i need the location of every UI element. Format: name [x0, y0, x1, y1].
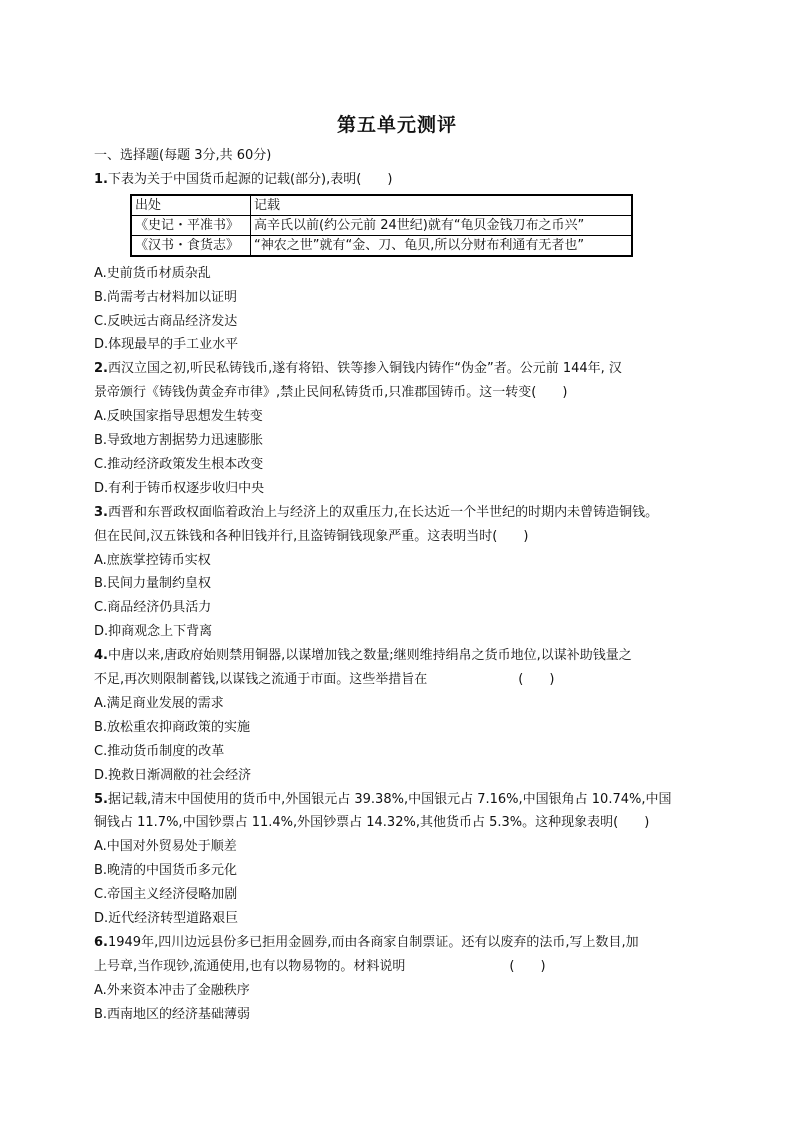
question-number: 4.: [94, 648, 108, 663]
table-cell-source: 出处: [131, 195, 251, 216]
question-6-option-B: B.西南地区的经济基础薄弱: [94, 1007, 251, 1022]
section-heading: 一、选择题(每题 3分,共 60分): [94, 148, 272, 163]
question-6-stem: [94, 959, 546, 975]
question-5-option-D: D.近代经济转型道路艰巨: [94, 911, 239, 926]
question-6-option-A: A.外来资本冲击了金融秩序: [94, 983, 250, 998]
table-cell-source: 《史记・平准书》: [131, 216, 251, 236]
question-number: 1.: [94, 172, 108, 187]
question-5-option-A: A.中国对外贸易处于顺差: [94, 839, 237, 854]
question-text: 下表为关于中国货币起源的记载(部分),表明( ): [107, 172, 393, 187]
question-4-option-C: C.推动货币制度的改革: [94, 744, 225, 759]
question-1-option-B: B.尚需考古材料加以证明: [94, 290, 238, 305]
question-4-option-B: B.放松重农抑商政策的实施: [94, 720, 251, 735]
question-3-stem: [94, 529, 528, 545]
table-cell-record: “神农之世”就有“金、刀、龟贝,所以分财布利通有无者也”: [251, 236, 633, 257]
question-text: 铜钱占 11.7%,中国钞票占 11.4%,外国钞票占 14.32%,其他货币占 5.3%。这种现象表明( ): [94, 815, 650, 830]
question-text: 上号章,当作现钞,流通使用,也有以物易物的。材料说明 ( ): [94, 959, 546, 974]
question-text: 但在民间,汉五铢钱和各种旧钱并行,且盗铸铜钱现象严重。这表明当时( ): [94, 529, 529, 544]
table-row: [131, 216, 632, 236]
question-text: 景帝颁行《铸钱伪黄金弃市律》,禁止民间私铸货币,只准郡国铸币。这一转变( ): [94, 385, 568, 400]
source-table: [130, 194, 633, 257]
question-3-option-C: C.商品经济仍具活力: [94, 600, 212, 615]
table-cell-record: 高辛氏以前(约公元前 24世纪)就有“龟贝金钱刀布之币兴”: [251, 216, 633, 236]
question-1-option-A: A.史前货币材质杂乱: [94, 266, 211, 281]
question-text: 1949年,四川边远县份多已拒用金圆券,而由各商家自制票证。还有以废弃的法币,写上数目,加: [107, 935, 639, 950]
question-4-option-D: D.挽救日渐凋敝的社会经济: [94, 768, 252, 783]
question-5-stem: [94, 792, 671, 808]
question-text: 中唐以来,唐政府始则禁用铜器,以谋增加钱之数量;继则维持绢帛之货币地位,以谋补助钱量之: [107, 648, 632, 663]
table-header-row: [131, 195, 632, 216]
question-3-stem: [94, 505, 658, 521]
question-6-stem: [94, 935, 639, 951]
question-number: 2.: [94, 361, 108, 376]
question-2-stem: [94, 385, 567, 401]
question-text: 据记载,清末中国使用的货币中,外国银元占 39.38%,中国银元占 7.16%,中国银角占 10.74%,中国: [107, 792, 672, 807]
question-4-stem: [94, 672, 554, 688]
question-number: 6.: [94, 935, 108, 950]
question-text: 不足,再次则限制蓄钱,以谋钱之流通于市面。这些举措旨在 ( ): [94, 672, 555, 687]
page-title: 第五单元测评: [336, 114, 457, 136]
question-1-option-D: D.体现最早的手工业水平: [94, 337, 239, 352]
question-2-option-C: C.推动经济政策发生根本改变: [94, 457, 264, 472]
table-cell-record: 记载: [251, 195, 633, 216]
question-4-option-A: A.满足商业发展的需求: [94, 696, 224, 711]
question-2-option-B: B.导致地方割据势力迅速膨胀: [94, 433, 264, 448]
question-text: 西晋和东晋政权面临着政治上与经济上的双重压力,在长达近一个半世纪的时期内未曾铸造铜钱。: [107, 505, 659, 520]
question-1-option-C: C.反映远古商品经济发达: [94, 314, 238, 329]
question-5-option-C: C.帝国主义经济侵略加剧: [94, 887, 238, 902]
question-3-option-A: A.庶族掌控铸币实权: [94, 553, 211, 568]
table-row: [131, 236, 632, 257]
question-1-stem: [94, 172, 392, 188]
question-2-option-D: D.有利于铸币权逐步收归中央: [94, 481, 265, 496]
question-3-option-B: B.民间力量制约皇权: [94, 576, 212, 591]
question-number: 5.: [94, 792, 108, 807]
question-3-option-D: D.抑商观念上下背离: [94, 624, 213, 639]
question-2-stem: [94, 361, 622, 377]
question-number: 3.: [94, 505, 108, 520]
question-4-stem: [94, 648, 632, 664]
question-5-stem: [94, 815, 649, 831]
question-text: 西汉立国之初,听民私铸钱币,遂有将铅、铁等掺入铜钱内铸作“伪金”者。公元前 144年, 汉: [107, 361, 622, 376]
table-cell-source: 《汉书・食货志》: [131, 236, 251, 257]
question-5-option-B: B.晚清的中国货币多元化: [94, 863, 238, 878]
question-2-option-A: A.反映国家指导思想发生转变: [94, 409, 263, 424]
